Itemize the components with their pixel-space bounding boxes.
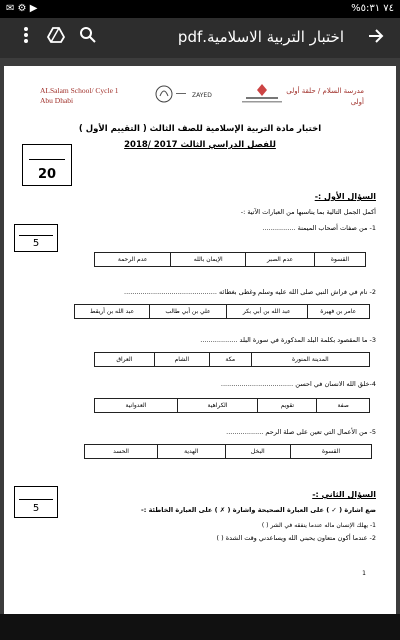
q2-item-1: 1- يهلك الإنسان ماله عندما ينفقه في الشر ( ) (261, 522, 376, 529)
school-name-arabic: مدرسة السلام / حلقة أولى أولى (286, 87, 364, 106)
q1-item-3: 3- ما المقصود بكلمة البلد المذكورة في سورة البلد .................. (200, 336, 376, 344)
status-battery: %٧٤ (351, 3, 394, 14)
exam-term: للفصل الدراسي الثالث 2017 /2018 (124, 140, 276, 150)
option[interactable]: عبد الله بن أريقط (75, 305, 150, 319)
drive-icon[interactable] (44, 26, 68, 50)
total-score: 20 (37, 167, 57, 182)
status-right-icons: ✉ ⚙ ▶ (6, 3, 38, 14)
q1-options-1 (94, 252, 366, 267)
q1-intro: أكمل الجمل التالية بما يناسبها من العبارات الآتية :- (240, 208, 376, 216)
navigation-bar (0, 614, 400, 640)
option[interactable]: القسوة (314, 253, 365, 267)
option[interactable]: القسوة (291, 445, 372, 459)
option[interactable]: الحسد (85, 445, 158, 459)
q2-heading: السؤال الثاني :- (312, 490, 376, 499)
option[interactable]: البخل (225, 445, 291, 459)
status-time: ٥:٣١ (360, 3, 381, 14)
option[interactable]: العراق (95, 353, 155, 367)
option[interactable]: تقويم (258, 399, 317, 413)
pdf-page[interactable] (4, 66, 396, 614)
q1-heading: السؤال الأول :- (314, 192, 376, 201)
page-number: 1 (362, 570, 366, 577)
option[interactable]: المدينة المنورة (251, 353, 369, 367)
q2-intro: ضع اشارة ( ✓ ) على العبارة الصحيحة واشارة ( ✗ ) على العبارة الخاطئة :- (141, 506, 376, 514)
total-score-box (22, 144, 72, 186)
option[interactable]: مكة (209, 353, 251, 367)
school-name-english: ALSalam School/ Cycle 1 Abu Dhabi (40, 86, 119, 105)
option[interactable]: عدم الرحمة (95, 253, 171, 267)
option[interactable]: الهدية (158, 445, 226, 459)
q1-options-3 (94, 352, 370, 367)
zayed-logo (154, 82, 220, 106)
q1-item-5: 5- من الأعمال التي تعين على صلة الرحم .................. (226, 428, 376, 436)
option[interactable]: صفة (317, 399, 370, 413)
option[interactable]: الإيمان بالله (171, 253, 246, 267)
q1-options-4 (94, 398, 370, 413)
adek-logo (234, 82, 290, 106)
q1-item-4: 4-خلق الله الانسان في احسن ................................... (220, 380, 376, 388)
option[interactable]: عبد الله بن أبي بكر (226, 305, 307, 319)
option[interactable]: العدوانية (95, 399, 178, 413)
search-icon[interactable] (76, 26, 100, 50)
svg-text:ZAYED: ZAYED (192, 92, 212, 99)
q1-score: 5 (32, 238, 40, 249)
q1-options-5 (84, 444, 372, 459)
q2-item-2: 2- عندما أكون متعاون يحبني الله ويساعدني وقت الشدة ( ) (216, 534, 376, 542)
app-bar (0, 18, 400, 58)
option[interactable]: عامر بن فهيرة (307, 305, 370, 319)
option[interactable]: الشام (154, 353, 209, 367)
option[interactable]: الكراهية (177, 399, 257, 413)
document-title: اختبار التربية الاسلامية.pdf (177, 28, 344, 46)
more-options-icon[interactable] (14, 26, 38, 50)
q1-score-box (14, 224, 58, 252)
q2-score: 5 (32, 503, 40, 514)
q1-options-2 (74, 304, 370, 319)
exam-title: اختبار مادة التربية الإسلامية للصف الثالث ( التقييم الأول ) (78, 124, 322, 134)
status-bar (0, 0, 400, 18)
option[interactable]: عدم الصبر (246, 253, 315, 267)
option[interactable]: علي بن أبي طالب (150, 305, 227, 319)
q1-item-2: 2- نام في فراش النبي صلى الله عليه وسلم وغطى بغطائه ............................................. (124, 288, 376, 296)
q1-item-1: 1- من صفات أصحاب الميمنة ................ (262, 224, 376, 232)
back-arrow-icon[interactable] (364, 26, 388, 50)
q2-score-box (14, 486, 58, 518)
